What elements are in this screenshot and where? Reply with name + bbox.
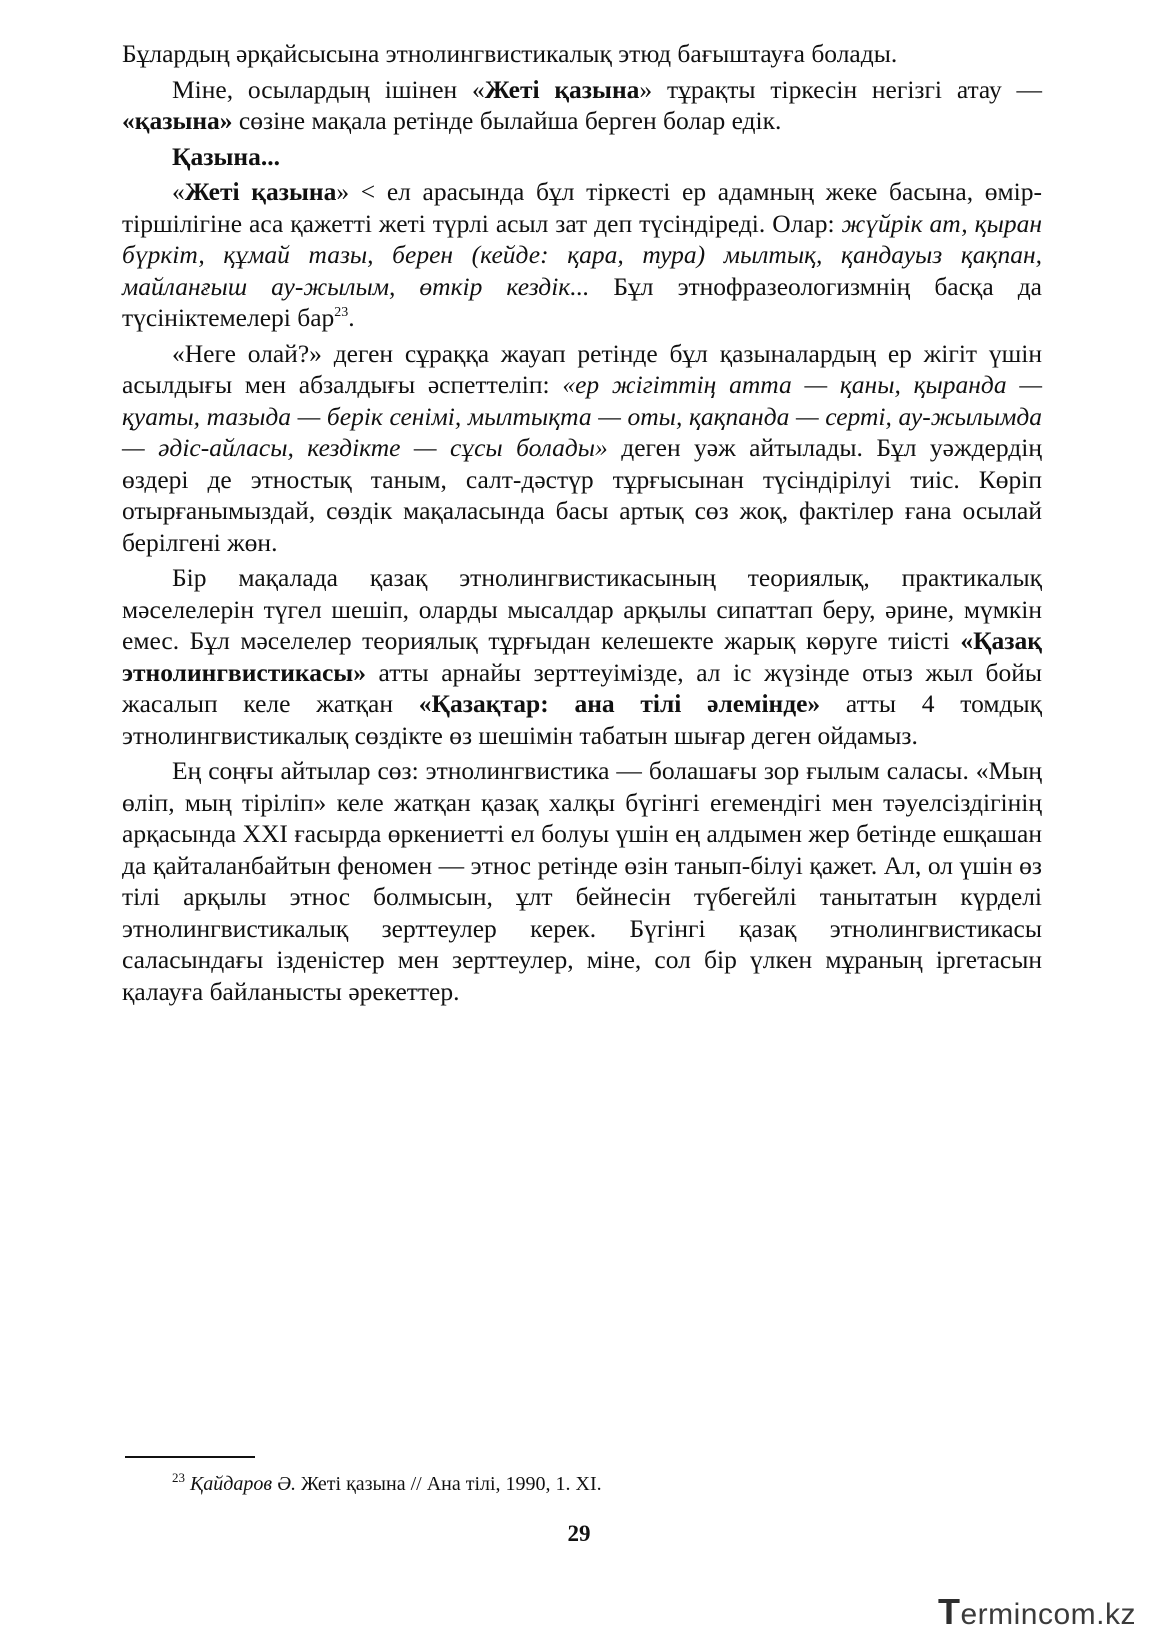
footnote-separator: [125, 1456, 255, 1458]
text-segment: Жеті қазына: [484, 74, 640, 104]
text-segment: Бұлардың әрқайсысына этнолингвистикалық этюд бағыштауға болады.: [122, 39, 898, 68]
paragraph-p4: [122, 176, 1042, 334]
paragraph-p1: [122, 38, 1042, 70]
text-segment: » < ел арасында бұл тіркесті ер адамның жеке басына, өмір-тіршілігіне аса қажетті жеті түрлі асыл зат деп түсіндіреді. Олар:: [122, 177, 1043, 238]
footnote-author: Қайдаров Ә.: [190, 1473, 296, 1495]
text-segment: » тұрақты тіркесін негізгі атау —: [639, 74, 1042, 104]
text-segment: «Неге олай?» деген сұраққа жауап ретінде бұл қазыналардың ер жігіт үшін асылдығы мен абзалдығы әспеттеліп:: [122, 338, 1042, 399]
footnote-ref: 23: [334, 305, 349, 320]
text-segment: атты 4 томдық этнолингвистикалық сөздікте өз шешімін табатын шығар деген ойдамыз.: [122, 689, 1042, 750]
text-segment: Бұл этнофразеологизмнің басқа да түсініктемелері бар: [122, 271, 1042, 332]
text-segment: Ең соңғы айтылар сөз: этнолингвистика — болашағы зор ғылым саласы. «Мың өліп, мың тіріліп» келе жатқан қазақ халқы бүгінгі егемендігі мен тәуелсіздігінің арқасында XXI ғасырда өркениетті ел болуы үшін ең алдымен жер бетінде ешқашан да қайталанбайтын феномен — этнос ретінде өзін танып-білуі қажет. Ал, ол үшін өз тілі арқылы этнос болмысын, ұлт бейнесін түбегейлі танытатын күрделі этнолингвистикалық зерттеулер керек. Бүгінгі қазақ этнолингвистикасы саласындағы ізденістер мен зерттеулер, міне, сол бір үлкен мұраның іргетасын қалауға байланысты әрекеттер.: [122, 756, 1042, 1006]
text-segment: «: [172, 177, 185, 206]
text-segment: Жеті қазына: [184, 177, 337, 206]
text-segment: «Қазақтар: ана тілі әлемінде»: [418, 689, 821, 718]
text-segment: «ер жігіттің атта — қаны, қыранда — қуаты, тазыда — берік сенімі, мылтықта — оты, қақпанда — серті, ау-жылымда — әдіс-айласы, кездікте — сұсы болады»: [122, 370, 1043, 462]
text-segment: .: [348, 303, 355, 332]
paragraph-p7: [122, 755, 1042, 1007]
paragraph-p3: [122, 141, 1042, 173]
body-text: [122, 38, 1042, 1007]
text-segment: Бір мақалада қазақ этнолингвистикасының теориялық, практикалық мәселелерін түгел шешіп, оларды мысалдар арқылы сипаттап беру, әрине, мүмкін емес. Бұл мәселелер теориялық тұрғыдан келешекте жарық көруге тиісті: [122, 563, 1042, 655]
footnote-number: 23: [172, 1470, 185, 1485]
footnote-text: Жеті қазына // Ана тілі, 1990, 1. XI.: [295, 1473, 602, 1495]
text-segment: «Қазақ этнолингвистикасы»: [122, 626, 1042, 687]
text-segment: деген уәж айтылады. Бұл уәждердің өздері де этностық таным, салт-дәстүр тұрғысынан түсіндірілуі тиіс. Көріп отырғанымыздай, сөздік мақаласында басы артық сөз жоқ, фактілер ғана осылай берілгені жөн.: [122, 433, 1042, 557]
paragraph-p2: [122, 74, 1042, 137]
footnote: [172, 1472, 992, 1496]
text-segment: атты арнайы зерттеуімізде, ал іс жүзінде отыз жыл бойы жасалып келе жатқан: [122, 657, 1042, 718]
paragraph-p5: [122, 338, 1042, 559]
text-segment: Міне, осылардың ішінен «: [172, 74, 485, 104]
text-segment: «қазына»: [122, 106, 233, 135]
paragraph-p6: [122, 562, 1042, 751]
page-number: 29: [567, 1521, 591, 1546]
text-segment: Қазына...: [172, 141, 280, 171]
watermark-logo: [938, 1591, 1136, 1633]
text-segment: сөзіне мақала ретінде былайша берген болар едік.: [232, 106, 782, 135]
text-segment: жүйрік ат, қыран бүркіт, құмай тазы, берен (кейде: қара, тура) мылтық, қандауыз қақпан, майланғыш ау-жылым, өткір кездік...: [122, 208, 1042, 301]
watermark-part-3: m.kz: [1070, 1598, 1136, 1631]
watermark-initial: T: [937, 1591, 961, 1632]
watermark-part-2: o: [1053, 1598, 1071, 1631]
watermark-part-1: erminc: [960, 1598, 1054, 1631]
